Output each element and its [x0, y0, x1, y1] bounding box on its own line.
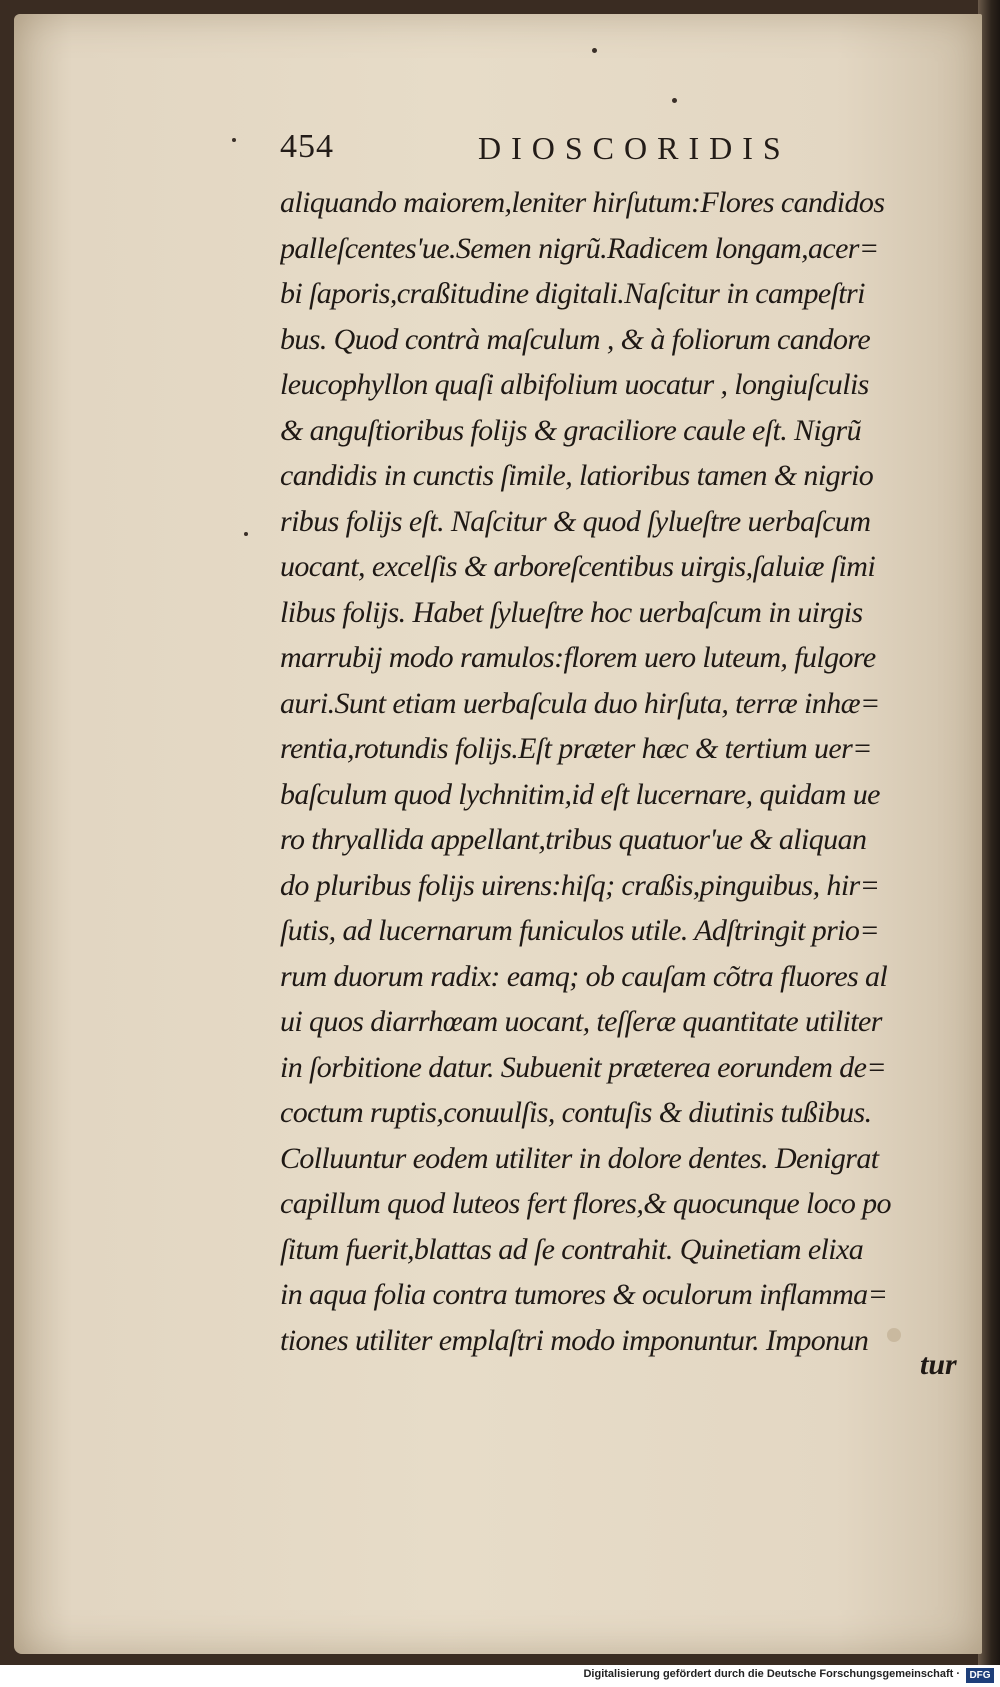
text-line: ui quos diarrhœam uocant, teſſeræ quantitate utiliter: [280, 1005, 882, 1038]
text-line: libus folijs. Habet ſylueſtre hoc uerbaſcum in uirgis: [280, 595, 863, 629]
text-line: aliquando maiorem,leniter hirſutum:Flores candidos: [280, 186, 885, 219]
text-line: tiones utiliter emplaſtri modo imponuntur. Imponun: [280, 1323, 869, 1357]
running-head: DIOSCORIDIS: [478, 130, 791, 166]
catchword: tur: [920, 1348, 957, 1381]
text-line: rum duorum radix: eamq; ob cauſam cõtra fluores al: [280, 959, 888, 993]
text-line: auri.Sunt etiam uerbaſcula duo hirſuta, terræ inhæ=: [280, 686, 880, 720]
text-line: ſutis, ad lucernarum funiculos utile. Adſtringit prio=: [280, 914, 879, 947]
footer-credit: Digitalisierung gefördert durch die Deutsche Forschungsgemeinschaft ·: [583, 1668, 960, 1680]
text-line: capillum quod luteos fert flores,& quocunque loco po: [280, 1187, 891, 1220]
text-line: ribus folijs eſt. Naſcitur & quod ſylueſtre uerbaſcum: [280, 504, 871, 538]
text-line: & anguſtioribus folijs & graciliore caule eſt. Nigrũ: [280, 413, 862, 447]
text-line: ſitum fuerit,blattas ad ſe contrahit. Quinetiam elixa: [280, 1232, 864, 1266]
text-line: palleſcentes'ue.Semen nigrũ.Radicem longam,acer=: [280, 231, 879, 265]
text-line: uocant, excelſis & arboreſcentibus uirgis,ſaluiæ ſimi: [280, 550, 876, 583]
ink-speck: [592, 48, 597, 53]
body-text: [280, 180, 970, 1363]
text-line: baſculum quod lychnitim,id eſt lucernare, quidam ue: [280, 777, 880, 811]
text-line: rentia,rotundis folijs.Eſt præter hæc & tertium uer=: [280, 732, 872, 765]
ink-speck: [232, 138, 236, 142]
text-line: coctum ruptis,conuulſis, contuſis & diutinis tußibus.: [280, 1096, 872, 1129]
text-line: candidis in cunctis ſimile, latioribus tamen & nigrio: [280, 459, 874, 492]
text-line: do pluribus folijs uirens:hiſq; craßis,pinguibus, hir=: [280, 868, 880, 902]
page-number: 454: [280, 128, 334, 165]
text-line: ro thryallida appellant,tribus quatuor'ue & aliquan: [280, 823, 867, 856]
text-line: Colluuntur eodem utiliter in dolore dentes. Denigrat: [280, 1141, 879, 1175]
ink-speck: [244, 532, 248, 536]
text-line: in ſorbitione datur. Subuenit præterea eorundem de=: [280, 1050, 886, 1084]
text-line: bus. Quod contrà maſculum , & à foliorum candore: [280, 322, 871, 356]
text-line: bi ſaporis,craßitudine digitali.Naſcitur in campeſtri: [280, 277, 865, 310]
page-header: [280, 128, 920, 178]
dfg-logo: DFG: [966, 1668, 994, 1683]
ink-speck: [672, 98, 677, 103]
text-line: marrubij modo ramulos:florem uero luteum, fulgore: [280, 641, 876, 674]
text-line: leucophyllon quaſi albifolium uocatur , longiuſculis: [280, 368, 869, 401]
text-line: in aqua folia contra tumores & oculorum inflamma=: [280, 1278, 888, 1311]
digitization-footer: [0, 1665, 1000, 1687]
